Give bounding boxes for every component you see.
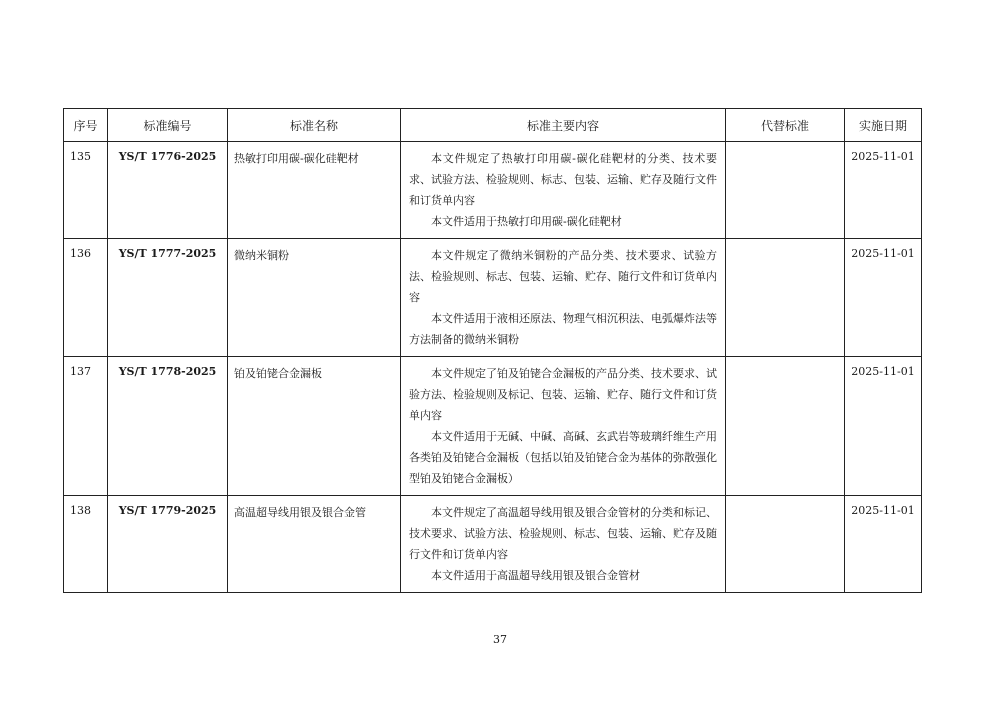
table-row bbox=[64, 357, 922, 496]
table-header-row bbox=[64, 109, 922, 142]
row-code: YS/T 1776-2025 bbox=[108, 142, 228, 239]
content-applicability-paragraph: 本文件适用于热敏打印用碳-碳化硅靶材 bbox=[431, 215, 622, 228]
table-row bbox=[64, 142, 922, 239]
row-index: 138 bbox=[64, 496, 108, 593]
content-scope-paragraph: 本文件规定了铂及铂铑合金漏板的产品分类、技术要求、试验方法、检验规则及标记、包装、运输、贮存、随行文件和订货单内容 bbox=[409, 367, 717, 422]
row-date: 2025-11-01 bbox=[845, 496, 922, 593]
row-date: 2025-11-01 bbox=[845, 142, 922, 239]
header-date: 实施日期 bbox=[845, 109, 922, 142]
content-applicability-paragraph: 本文件适用于无碱、中碱、高碱、玄武岩等玻璃纤维生产用各类铂及铂铑合金漏板（包括以铂及铂铑合金为基体的弥散强化型铂及铂铑合金漏板） bbox=[409, 430, 717, 485]
row-name: 铂及铂铑合金漏板 bbox=[228, 357, 401, 496]
header-name: 标准名称 bbox=[228, 109, 401, 142]
header-code: 标准编号 bbox=[108, 109, 228, 142]
row-index: 135 bbox=[64, 142, 108, 239]
content-applicability-paragraph: 本文件适用于液相还原法、物理气相沉积法、电弧爆炸法等方法制备的微纳米铜粉 bbox=[409, 312, 717, 346]
content-scope-paragraph: 本文件规定了热敏打印用碳-碳化硅靶材的分类、技术要求、试验方法、检验规则、标志、包装、运输、贮存及随行文件和订货单内容 bbox=[409, 152, 717, 207]
header-content: 标准主要内容 bbox=[401, 109, 726, 142]
row-content bbox=[401, 496, 726, 593]
row-name: 热敏打印用碳-碳化硅靶材 bbox=[228, 142, 401, 239]
row-code: YS/T 1778-2025 bbox=[108, 357, 228, 496]
header-replaces: 代替标准 bbox=[726, 109, 845, 142]
table-row bbox=[64, 496, 922, 593]
row-index: 137 bbox=[64, 357, 108, 496]
row-code: YS/T 1777-2025 bbox=[108, 239, 228, 357]
row-date: 2025-11-01 bbox=[845, 357, 922, 496]
row-replaces bbox=[726, 357, 845, 496]
content-scope-paragraph: 本文件规定了高温超导线用银及银合金管材的分类和标记、技术要求、试验方法、检验规则、标志、包装、运输、贮存及随行文件和订货单内容 bbox=[409, 506, 717, 561]
row-replaces bbox=[726, 496, 845, 593]
row-name: 微纳米铜粉 bbox=[228, 239, 401, 357]
row-content bbox=[401, 239, 726, 357]
content-applicability-paragraph: 本文件适用于高温超导线用银及银合金管材 bbox=[431, 569, 640, 582]
header-index: 序号 bbox=[64, 109, 108, 142]
row-content bbox=[401, 357, 726, 496]
row-replaces bbox=[726, 142, 845, 239]
row-name: 高温超导线用银及银合金管 bbox=[228, 496, 401, 593]
content-scope-paragraph: 本文件规定了微纳米铜粉的产品分类、技术要求、试验方法、检验规则、标志、包装、运输、贮存、随行文件和订货单内容 bbox=[409, 249, 717, 304]
row-index: 136 bbox=[64, 239, 108, 357]
row-replaces bbox=[726, 239, 845, 357]
row-content bbox=[401, 142, 726, 239]
standards-table bbox=[63, 108, 922, 593]
row-code: YS/T 1779-2025 bbox=[108, 496, 228, 593]
page-number: 37 bbox=[493, 633, 507, 646]
table-row bbox=[64, 239, 922, 357]
row-date: 2025-11-01 bbox=[845, 239, 922, 357]
